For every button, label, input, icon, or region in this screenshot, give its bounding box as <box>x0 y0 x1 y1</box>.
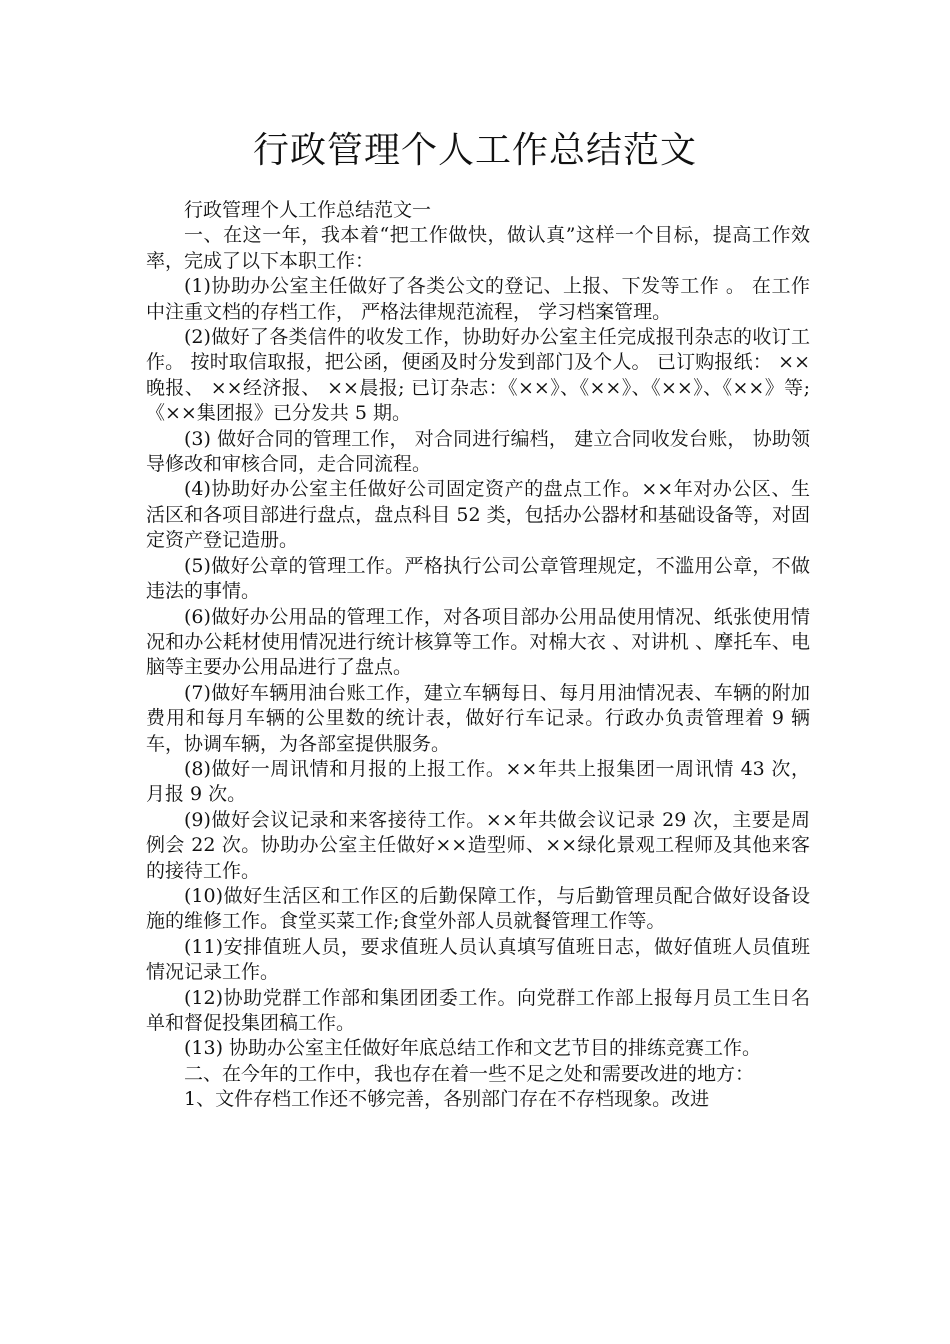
paragraph: (2)做好了各类信件的收发工作，协助好办公室主任完成报刊杂志的收订工作。 按时取信取报，把公函，便函及时分发到部门及个人。 已订购报纸： ××晚报、 ××经济报、 ××晨报; 已订杂志：《××》、《××》、《××》、《××》等;《××集团报》已分发共 5 期。 <box>146 326 810 425</box>
paragraph: (8)做好一周讯情和月报的上报工作。××年共上报集团一周讯情 43 次，月报 9 次。 <box>146 757 810 806</box>
paragraph: 1、文件存档工作还不够完善，各别部门存在不存档现象。改进 <box>184 1088 710 1111</box>
paragraph: (7)做好车辆用油台账工作，建立车辆每日、每月用油情况表、车辆的附加费用和每月车辆的公里数的统计表，做好行车记录。行政办负责管理着 9 辆车，协调车辆，为各部室提供服务。 <box>146 681 810 755</box>
paragraph: 一、在这一年，我本着“把工作做快，做认真”这样一个目标，提高工作效率，完成了以下本职工作： <box>146 224 810 272</box>
paragraph: (12)协助党群工作部和集团团委工作。向党群工作部上报每月员工生日名单和督促投集团稿工作。 <box>146 986 810 1034</box>
paragraph: (1)协助办公室主任做好了各类公文的登记、上报、下发等工作 。 在工作中注重文档的存档工作， 严格法律规范流程， 学习档案管理。 <box>146 275 810 323</box>
paragraph: (9)做好会议记录和来客接待工作。××年共做会议记录 29 次，主要是周例会 22 次。协助办公室主任做好××造型师、××绿化景观工程师及其他来客的接待工作。 <box>146 808 810 882</box>
paragraph: (3) 做好合同的管理工作， 对合同进行编档， 建立合同收发台账， 协助领导修改和审核合同，走合同流程。 <box>146 427 810 476</box>
paragraph: 二、在今年的工作中，我也存在着一些不足之处和需要改进的地方： <box>184 1062 755 1085</box>
paragraph: (5)做好公章的管理工作。严格执行公司公章管理规定，不滥用公章，不做违法的事情。 <box>146 554 810 603</box>
paragraph: (11)安排值班人员，要求值班人员认真填写值班日志，做好值班人员值班情况记录工作。 <box>146 935 810 984</box>
document-title: 行政管理个人工作总结范文 <box>252 130 697 171</box>
paragraph: 行政管理个人工作总结范文一 <box>184 199 432 221</box>
document-body <box>146 198 810 1113</box>
paragraph: (10)做好生活区和工作区的后勤保障工作，与后勤管理员配合做好设备设施的维修工作。食堂买菜工作;食堂外部人员就餐管理工作等。 <box>146 884 810 933</box>
paragraph: (13) 协助办公室主任做好年底总结工作和文艺节目的排练竞赛工作。 <box>184 1037 762 1060</box>
paragraph: (4)协助好办公室主任做好公司固定资产的盘点工作。××年对办公区、生活区和各项目部进行盘点，盘点科目 52 类，包括办公器材和基础设备等，对固定资产登记造册。 <box>146 478 810 552</box>
paragraph: (6)做好办公用品的管理工作，对各项目部办公用品使用情况、纸张使用情况和办公耗材使用情况进行统计核算等工作。对棉大衣 、对讲机 、摩托车、电脑等主要办公用品进行了盘点。 <box>146 605 810 679</box>
